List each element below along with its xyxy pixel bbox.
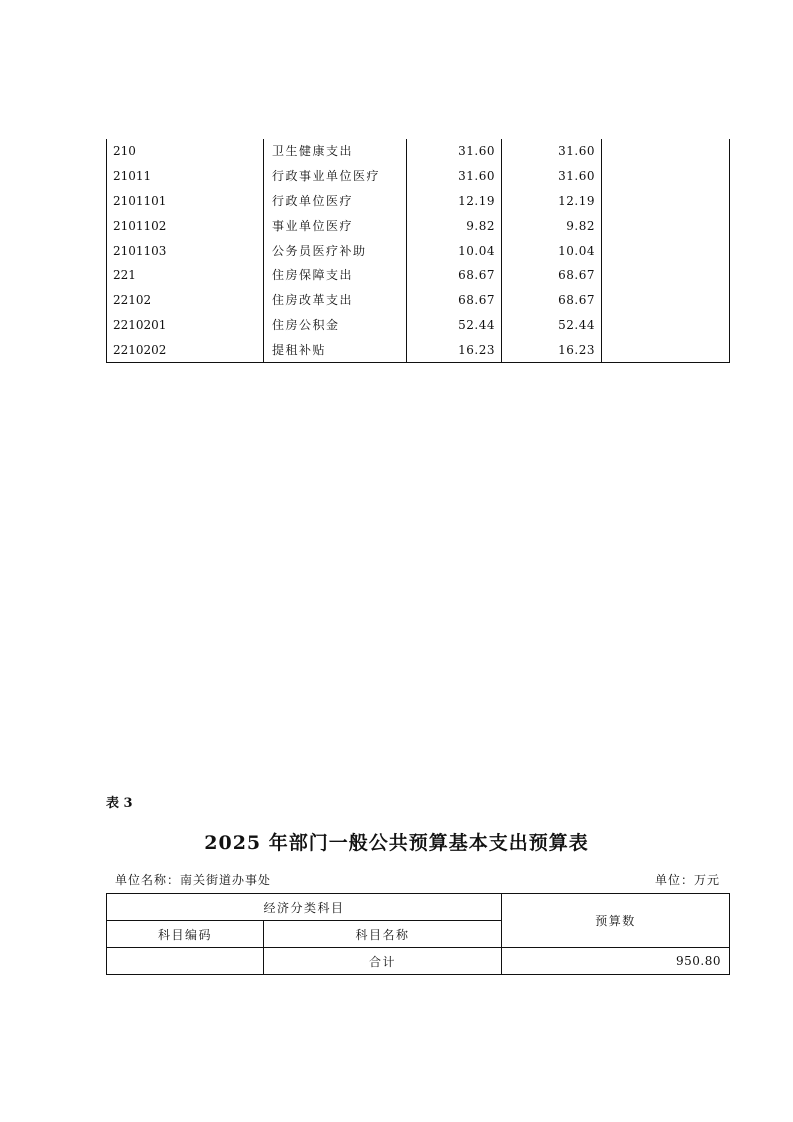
project-amount-cell [602, 313, 730, 338]
table-row [107, 189, 730, 214]
total-amount-cell: 68.67 [407, 263, 502, 288]
total-amount-cell: 10.04 [407, 238, 502, 263]
total-amount-cell: 9.82 [407, 213, 502, 238]
table-row [107, 288, 730, 313]
subject-name: 卫生健康支出 [264, 139, 407, 164]
header-subject-code: 科目编码 [107, 921, 264, 948]
project-amount-cell [602, 213, 730, 238]
total-amount-cell: 16.23 [407, 337, 502, 362]
project-amount-cell [602, 263, 730, 288]
page-title: 2025 年部门一般公共预算基本支出预算表 [204, 832, 589, 854]
table-row [107, 313, 730, 338]
subject-name: 行政单位医疗 [264, 189, 407, 214]
project-amount-cell [602, 288, 730, 313]
expenditure-detail-body [107, 139, 730, 363]
basic-amount-cell: 68.67 [502, 263, 602, 288]
basic-amount-cell: 31.60 [502, 139, 602, 164]
table-row [107, 164, 730, 189]
total-amount: 950.80 [502, 948, 730, 975]
currency-unit: 单位：万元 [654, 873, 720, 887]
basic-amount-cell: 16.23 [502, 337, 602, 362]
basic-amount-cell: 68.67 [502, 288, 602, 313]
subject-code: 2101102 [107, 213, 264, 238]
expenditure-detail-table [106, 139, 730, 363]
subject-name: 住房改革支出 [264, 288, 407, 313]
table-row [107, 263, 730, 288]
total-row [107, 948, 730, 975]
table-row [107, 139, 730, 164]
project-amount-cell [602, 189, 730, 214]
table-row [107, 238, 730, 263]
total-amount-cell: 31.60 [407, 164, 502, 189]
total-amount-cell: 12.19 [407, 189, 502, 214]
subject-name: 住房保障支出 [264, 263, 407, 288]
subject-code: 2101101 [107, 189, 264, 214]
subject-name: 提租补贴 [264, 337, 407, 362]
total-code-cell [107, 948, 264, 975]
subject-code: 2210201 [107, 313, 264, 338]
project-amount-cell [602, 139, 730, 164]
basic-expenditure-table [106, 893, 730, 975]
basic-amount-cell: 9.82 [502, 213, 602, 238]
project-amount-cell [602, 238, 730, 263]
total-amount-cell: 52.44 [407, 313, 502, 338]
table-number-label: 表 3 [106, 796, 133, 811]
total-label: 合计 [264, 948, 502, 975]
header-economic-classification: 经济分类科目 [107, 894, 502, 921]
subject-name: 公务员医疗补助 [264, 238, 407, 263]
subject-code: 2101103 [107, 238, 264, 263]
header-row-group [107, 894, 730, 921]
subject-code: 22102 [107, 288, 264, 313]
header-subject-name: 科目名称 [264, 921, 502, 948]
basic-amount-cell: 10.04 [502, 238, 602, 263]
table-row [107, 337, 730, 362]
subject-name: 住房公积金 [264, 313, 407, 338]
project-amount-cell [602, 164, 730, 189]
unit-name: 单位名称：南关街道办事处 [115, 873, 272, 887]
basic-amount-cell: 31.60 [502, 164, 602, 189]
table-row [107, 213, 730, 238]
subject-code: 221 [107, 263, 264, 288]
project-amount-cell [602, 337, 730, 362]
subject-name: 事业单位医疗 [264, 213, 407, 238]
subject-code: 21011 [107, 164, 264, 189]
basic-amount-cell: 12.19 [502, 189, 602, 214]
total-amount-cell: 31.60 [407, 139, 502, 164]
header-budget-amount: 预算数 [502, 894, 730, 948]
subject-code: 210 [107, 139, 264, 164]
subject-code: 2210202 [107, 337, 264, 362]
subject-name: 行政事业单位医疗 [264, 164, 407, 189]
total-amount-cell: 68.67 [407, 288, 502, 313]
basic-amount-cell: 52.44 [502, 313, 602, 338]
